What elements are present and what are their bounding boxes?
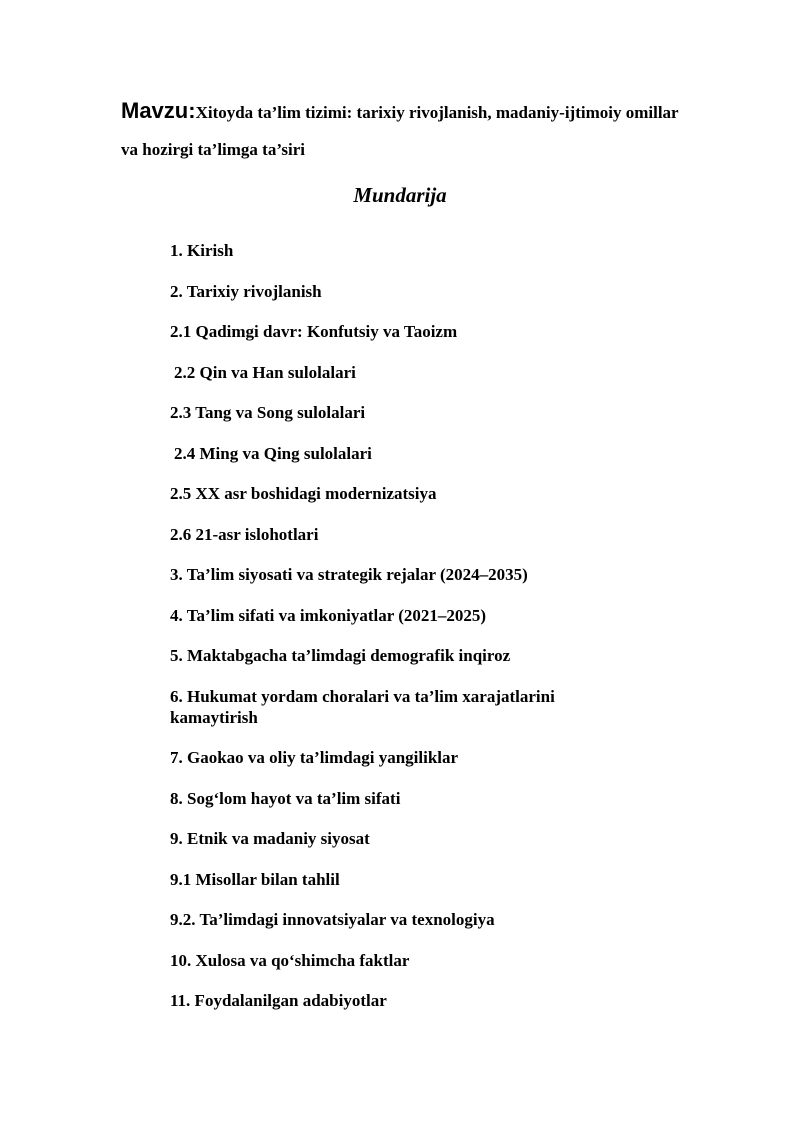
toc-item: 2.5 XX asr boshidagi modernizatsiya — [170, 484, 437, 503]
toc-item: 7. Gaokao va oliy ta’limdagi yangiliklar — [170, 748, 459, 767]
toc-item: 4. Ta’lim sifati va imkoniyatlar (2021–2025) — [170, 606, 487, 625]
title-label: Mavzu: — [121, 98, 196, 123]
toc-heading: Mundarija — [353, 183, 447, 207]
toc-item: 2.4 Ming va Qing sulolalari — [174, 444, 372, 463]
toc-item: 9.1 Misollar bilan tahlil — [170, 870, 340, 889]
toc-item: 2.6 21-asr islohotlari — [170, 525, 319, 544]
toc-item: 10. Xulosa va qo‘shimcha faktlar — [170, 951, 410, 970]
document-title — [121, 93, 691, 169]
toc-item: 8. Sog‘lom hayot va ta’lim sifati — [170, 789, 401, 808]
toc-item: 3. Ta’lim siyosati va strategik rejalar (2024–2035) — [170, 565, 528, 584]
toc-item: 9.2. Ta’limdagi innovatsiyalar va texnologiya — [170, 910, 495, 929]
toc-item: 2.3 Tang va Song sulolalari — [170, 403, 366, 422]
toc-item: 2.1 Qadimgi davr: Konfutsiy va Taoizm — [170, 322, 458, 341]
toc-item: 1. Kirish — [170, 241, 234, 260]
title-text: Xitoyda ta’lim tizimi: tarixiy rivojlanish, madaniy-ijtimoiy omillar va hozirgi ta’limga ta’siri — [121, 103, 679, 159]
toc-item: 11. Foydalanilgan adabiyotlar — [170, 991, 387, 1010]
toc-item: 9. Etnik va madaniy siyosat — [170, 829, 370, 848]
toc-item: 5. Maktabgacha ta’limdagi demografik inqiroz — [170, 646, 511, 665]
toc-item: 6. Hukumat yordam choralari va ta’lim xarajatlarini kamaytirish — [170, 687, 555, 727]
toc-item: 2.2 Qin va Han sulolalari — [174, 363, 356, 382]
toc-item: 2. Tarixiy rivojlanish — [170, 282, 322, 301]
